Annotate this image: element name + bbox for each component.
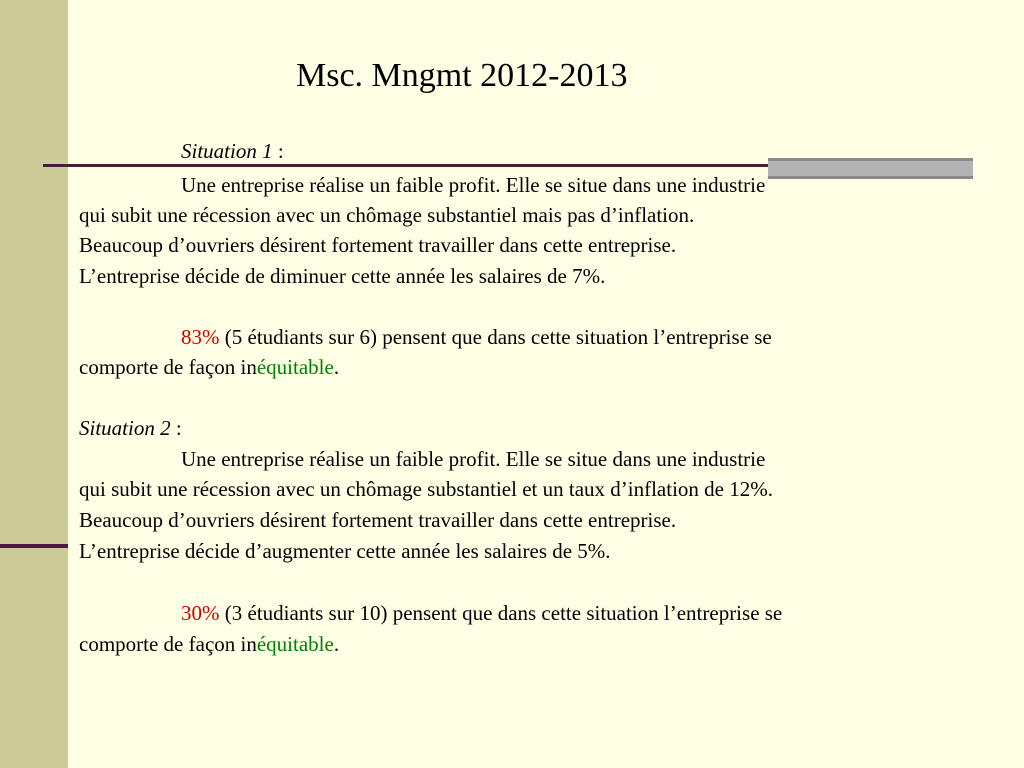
situation-1-heading-colon: : [272,139,284,163]
situation-1-text-line: Beaucoup d’ouvriers désirent fortement travailler dans cette entreprise. [79,233,677,257]
slide-title: Msc. Mngmt 2012-2013 [296,57,628,94]
situation-2-result-prefix: comporte de façon in [79,632,257,656]
situation-1-text-line: Une entreprise réalise un faible profit. Elle se situe dans une industrie [181,173,766,197]
situation-1-result-line [181,322,772,352]
header-rule [43,164,768,167]
situation-1-result-prefix: comporte de façon in [79,355,257,379]
decorative-gray-bar [768,158,973,179]
situation-2-heading: Situation 2 [79,416,171,440]
situation-2-text-line: qui subit une récession avec un chômage substantiel et un taux d’inflation de 12%. [79,477,773,501]
left-decorative-band [0,0,68,768]
situation-2-result-line-2 [79,629,339,659]
situation-2-heading-line [79,413,182,443]
situation-2-text-line: Beaucoup d’ouvriers désirent fortement travailler dans cette entreprise. [79,508,677,532]
situation-2-result-line [181,598,782,628]
situation-2-text-line: L’entreprise décide d’augmenter cette année les salaires de 5%. [79,539,611,563]
situation-2-highlight: équitable [256,632,334,656]
situation-1-result-period: . [333,355,340,379]
situation-2-result-period: . [333,632,340,656]
situation-1-text-line: L’entreprise décide de diminuer cette année les salaires de 7%. [79,264,606,288]
situation-1-result-text: (5 étudiants sur 6) pensent que dans cette situation l’entreprise se [219,325,772,349]
situation-1-percent: 83% [181,325,220,349]
situation-1-highlight: équitable [256,355,334,379]
situation-1-result-line-2 [79,352,339,382]
situation-2-text-line: Une entreprise réalise un faible profit. Elle se situe dans une industrie [181,447,766,471]
situation-2-result-text: (3 étudiants sur 10) pensent que dans cette situation l’entreprise se [219,601,783,625]
situation-1-text-line: qui subit une récession avec un chômage substantiel mais pas d’inflation. [79,203,695,227]
situation-1-heading: Situation 1 [181,139,273,163]
situation-2-percent: 30% [181,601,220,625]
situation-2-heading-colon: : [170,416,182,440]
left-accent-rule [0,544,68,548]
situation-1-heading-line [181,136,284,166]
